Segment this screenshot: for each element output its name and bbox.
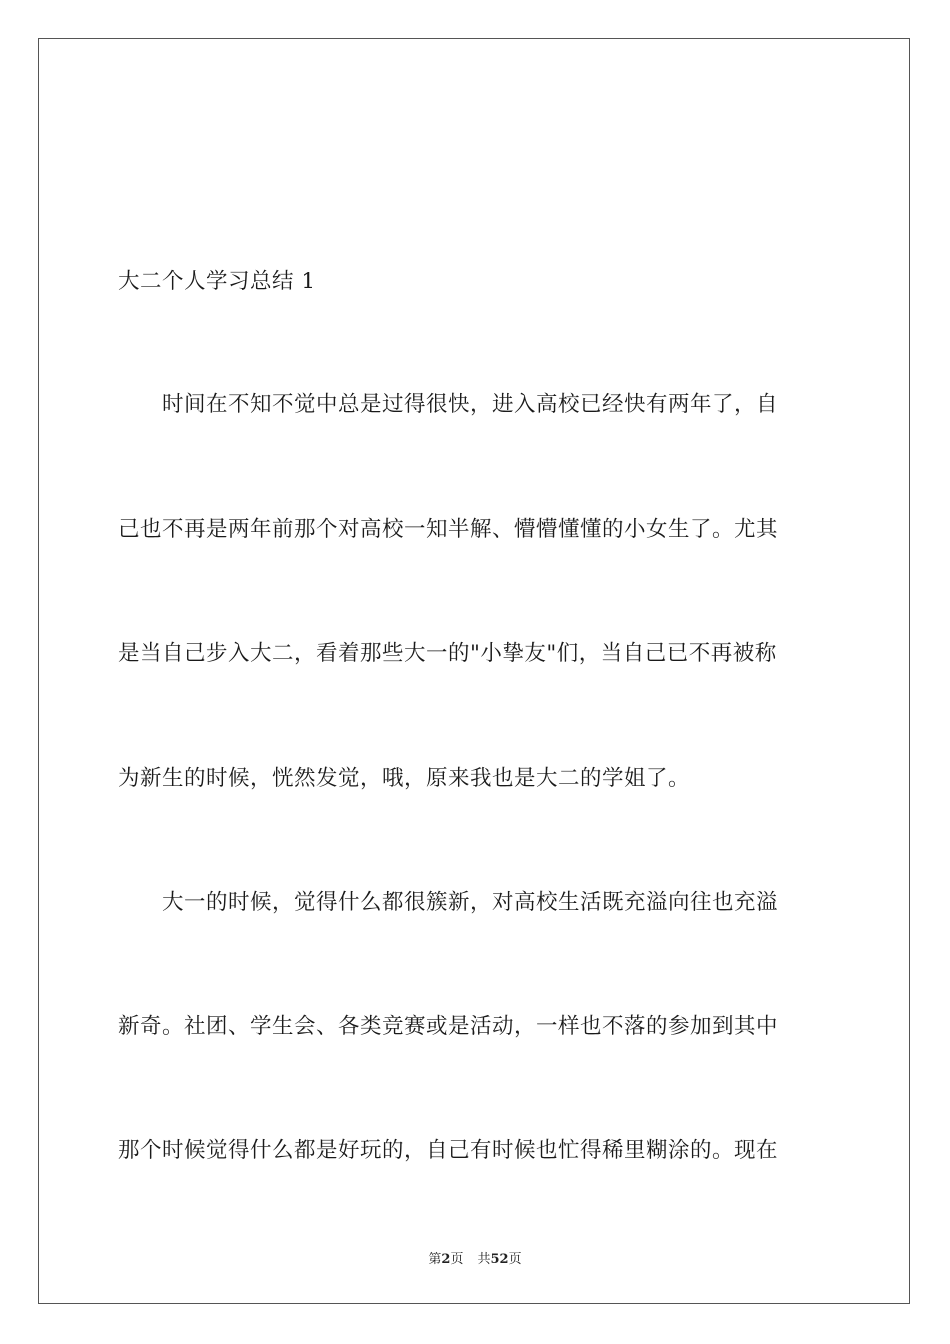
paragraph-line: 己也不再是两年前那个对高校一知半解、懵懵懂懂的小女生了。尤其 xyxy=(118,517,779,542)
page-suffix: 页 xyxy=(450,1252,464,1267)
paragraph-line: 时间在不知不觉中总是过得很快，进入高校已经快有两年了，自 xyxy=(118,392,779,417)
document-title: 大二个人学习总结 1 xyxy=(118,269,316,294)
paragraph-line: 是当自己步入大二，看着那些大一的"小挚友"们，当自己已不再被称 xyxy=(118,641,777,666)
page-prefix: 第 xyxy=(428,1252,442,1267)
paragraph-line: 为新生的时候，恍然发觉，哦，原来我也是大二的学姐了。 xyxy=(118,766,691,791)
page-footer xyxy=(0,1248,950,1267)
total-suffix: 页 xyxy=(508,1252,522,1267)
total-prefix: 共 xyxy=(477,1252,491,1267)
paragraph-line: 大一的时候，觉得什么都很簇新，对高校生活既充溢向往也充溢 xyxy=(118,890,779,915)
page-border xyxy=(38,38,910,1304)
paragraph-line: 新奇。社团、学生会、各类竞赛或是活动，一样也不落的参加到其中 xyxy=(118,1014,779,1039)
page-number: 2 xyxy=(441,1252,451,1267)
total-pages: 52 xyxy=(490,1252,509,1267)
paragraph-line: 那个时候觉得什么都是好玩的，自己有时候也忙得稀里糊涂的。现在 xyxy=(118,1138,779,1163)
